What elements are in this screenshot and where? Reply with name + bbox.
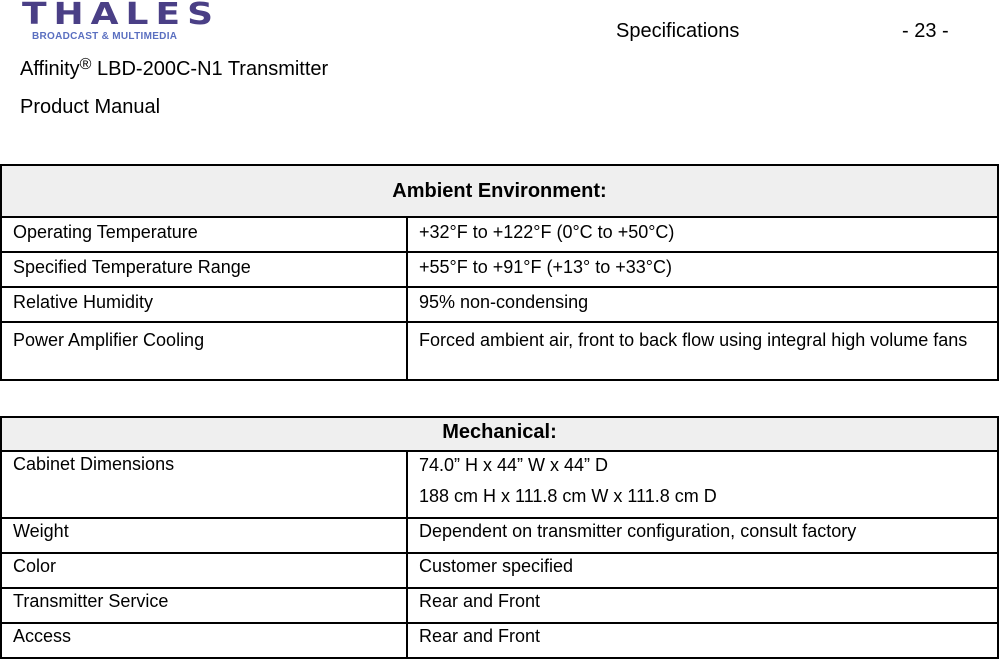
spec-label: Transmitter Service — [1, 588, 407, 623]
page-number: - 23 - — [902, 20, 949, 42]
product-title — [20, 58, 328, 81]
spec-label: Access — [1, 623, 407, 658]
spec-label: Color — [1, 553, 407, 588]
product-model: LBD-200C-N1 Transmitter — [91, 58, 329, 80]
dimension-metric: 188 cm H x 111.8 cm W x 111.8 cm D — [419, 486, 717, 506]
registered-mark: ® — [79, 56, 92, 73]
spec-value: Rear and Front — [407, 588, 998, 623]
table-row — [1, 322, 998, 380]
table-row — [1, 553, 998, 588]
spec-value: Rear and Front — [407, 623, 998, 658]
section-title: Specifications — [616, 20, 740, 42]
table-row — [1, 217, 998, 252]
spec-value: +32°F to +122°F (0°C to +50°C) — [407, 217, 998, 252]
table-row — [1, 623, 998, 658]
spec-label: Weight — [1, 518, 407, 553]
mechanical-table — [0, 416, 999, 659]
dimension-imperial: 74.0” H x 44” W x 44” D — [419, 455, 609, 475]
spec-label: Operating Temperature — [1, 217, 407, 252]
spec-label: Relative Humidity — [1, 287, 407, 322]
spec-value — [407, 451, 998, 518]
product-name: Affinity — [20, 58, 80, 80]
table-row — [1, 588, 998, 623]
spec-label: Cabinet Dimensions — [1, 451, 407, 518]
logo-subtext: BROADCAST & MULTIMEDIA — [32, 31, 178, 42]
table-row — [1, 287, 998, 322]
spec-label: Specified Temperature Range — [1, 252, 407, 287]
table-row — [1, 252, 998, 287]
spec-label: Power Amplifier Cooling — [1, 322, 407, 380]
mechanical-table-title: Mechanical: — [1, 417, 998, 451]
spec-value: +55°F to +91°F (+13° to +33°C) — [407, 252, 998, 287]
table-row — [1, 518, 998, 553]
table-row — [1, 451, 998, 518]
logo-wordmark: THALES — [22, 0, 221, 32]
doc-type: Product Manual — [20, 96, 161, 118]
spec-value: Forced ambient air, front to back flow using integral high volume fans — [407, 322, 998, 380]
spec-value: Dependent on transmitter configuration, consult factory — [407, 518, 998, 553]
ambient-table-title: Ambient Environment: — [1, 165, 998, 217]
spec-value: 95% non-condensing — [407, 287, 998, 322]
thales-logo — [22, 2, 246, 42]
ambient-environment-table — [0, 164, 999, 381]
spec-value: Customer specified — [407, 553, 998, 588]
